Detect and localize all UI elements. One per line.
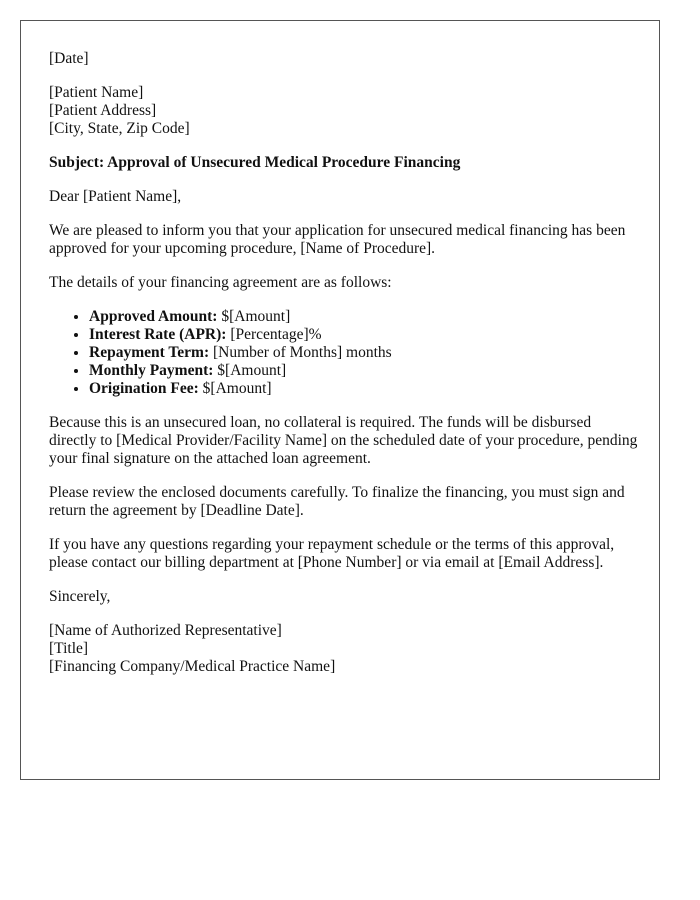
- review-paragraph: Please review the enclosed documents carefully. To finalize the financing, you must sign and return the agreement by [Deadline Date].: [49, 484, 625, 519]
- details-intro-paragraph: The details of your financing agreement are as follows:: [49, 274, 392, 291]
- letter-subject: Subject: Approval of Unsecured Medical Procedure Financing: [49, 154, 461, 171]
- signer-company: [Financing Company/Medical Practice Name]: [49, 658, 336, 675]
- detail-item-interest-rate: [89, 326, 639, 344]
- detail-item-origination-fee: [89, 380, 639, 398]
- recipient-name: [Patient Name]: [49, 84, 144, 101]
- letter-salutation: Dear [Patient Name],: [49, 188, 182, 205]
- detail-value: $[Amount]: [213, 362, 287, 379]
- signer-name: [Name of Authorized Representative]: [49, 622, 282, 639]
- letter-body: [49, 50, 639, 692]
- detail-item-approved-amount: [89, 308, 639, 326]
- detail-value: [Number of Months] months: [209, 344, 392, 361]
- detail-item-monthly-payment: [89, 362, 639, 380]
- detail-term: Approved Amount:: [89, 308, 218, 325]
- recipient-address: [Patient Address]: [49, 102, 157, 119]
- letter-closing: Sincerely,: [49, 588, 111, 605]
- letter-frame: [20, 20, 660, 780]
- intro-paragraph: We are pleased to inform you that your application for unsecured medical financing has been approved for your upcoming procedure, [Name of Procedure].: [49, 222, 626, 257]
- collateral-paragraph: Because this is an unsecured loan, no collateral is required. The funds will be disbursed directly to [Medical Provider/Facility Name] on the scheduled date of your procedure, pending your final signature on the attached loan agreement.: [49, 414, 638, 467]
- recipient-address-block: [49, 84, 639, 138]
- detail-term: Origination Fee:: [89, 380, 199, 397]
- letter-date: [Date]: [49, 50, 89, 67]
- financing-details-list: [49, 308, 639, 398]
- signature-block: [49, 622, 639, 676]
- signer-title: [Title]: [49, 640, 89, 657]
- detail-term: Interest Rate (APR):: [89, 326, 227, 343]
- detail-value: $[Amount]: [217, 308, 291, 325]
- detail-item-repayment-term: [89, 344, 639, 362]
- detail-value: [Percentage]%: [226, 326, 322, 343]
- detail-term: Repayment Term:: [89, 344, 210, 361]
- questions-paragraph: If you have any questions regarding your repayment schedule or the terms of this approval, please contact our billing department at [Phone Number] or via email at [Email Address].: [49, 536, 615, 571]
- recipient-city-state-zip: [City, State, Zip Code]: [49, 120, 190, 137]
- detail-term: Monthly Payment:: [89, 362, 214, 379]
- detail-value: $[Amount]: [198, 380, 272, 397]
